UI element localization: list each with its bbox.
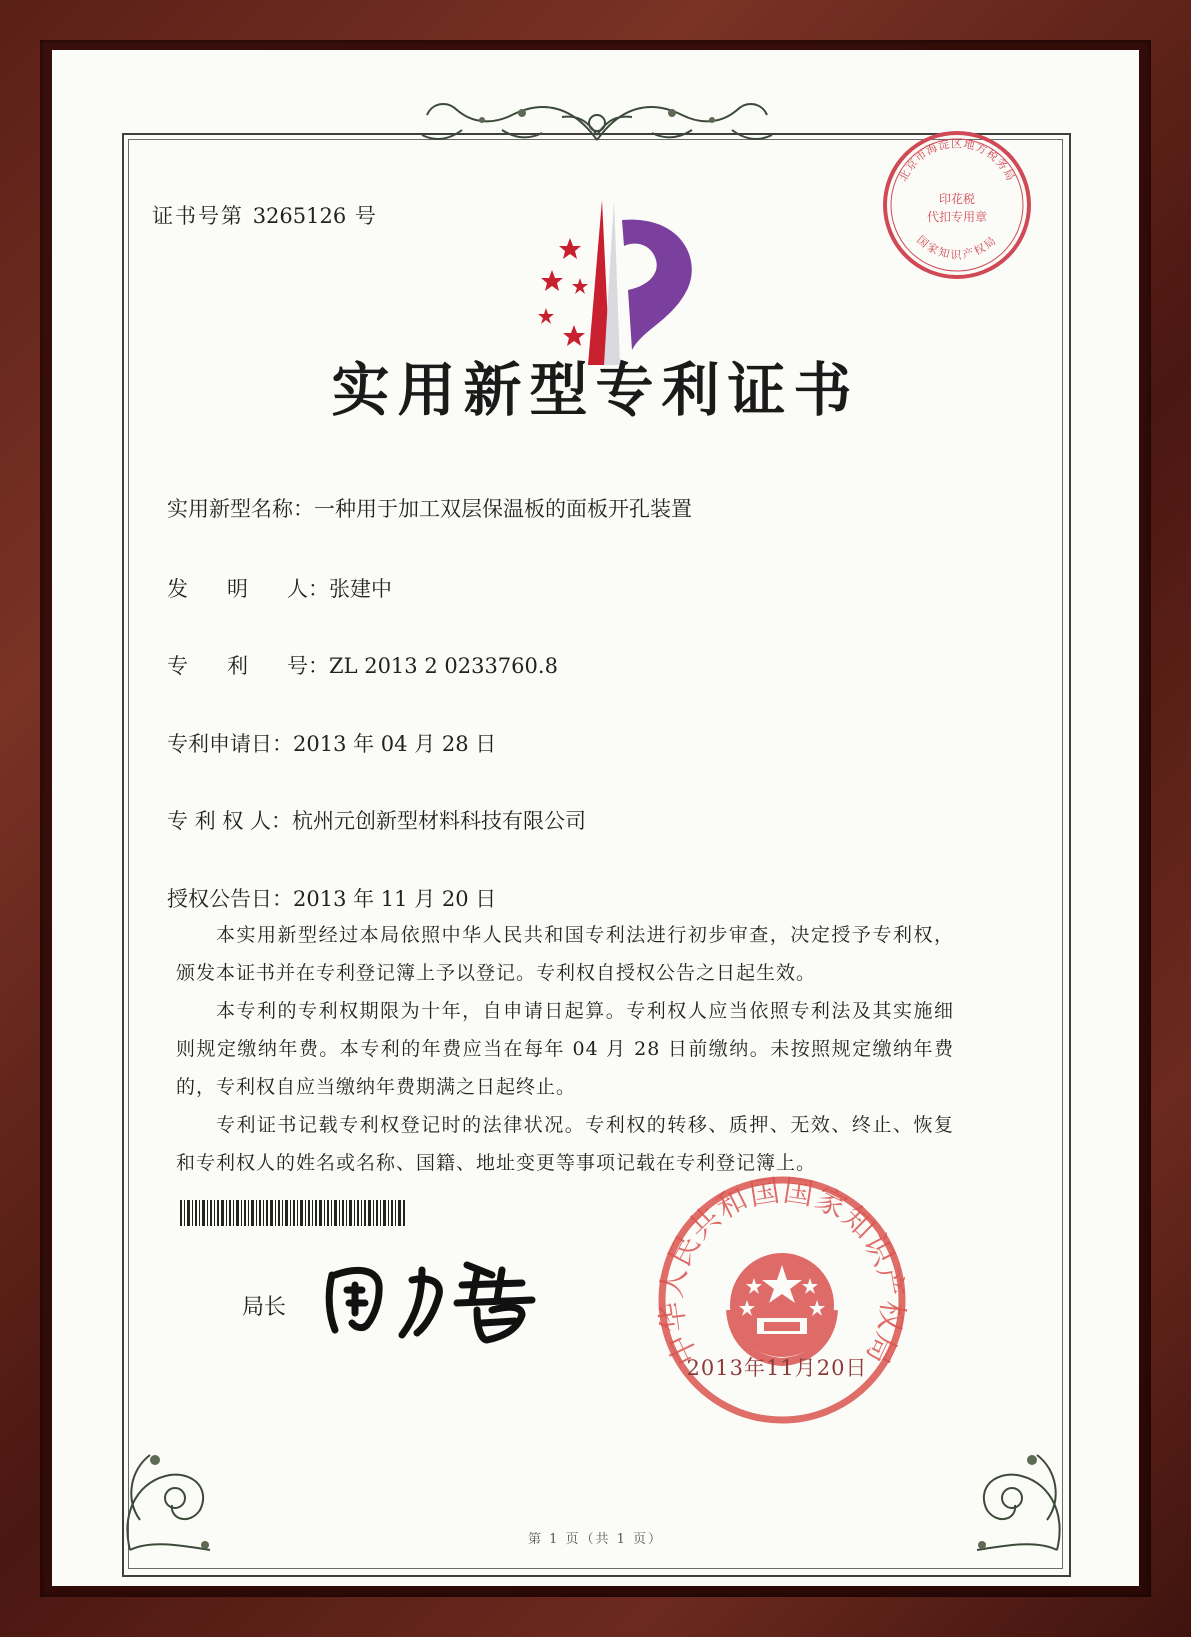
inventor-row: [167, 573, 392, 603]
national-ip-office-seal-icon: [652, 1170, 912, 1430]
inventor-label-char-3: 人：: [287, 577, 329, 601]
utility-model-name-value: 一种用于加工双层保温板的面板开孔装置: [314, 497, 692, 521]
top-ornament-icon: [402, 85, 792, 155]
seal-date: 2013年11月20日: [686, 1356, 868, 1380]
grant-date-value: 2013 年 11 月 20 日: [293, 887, 497, 911]
director-label: 局长: [242, 1295, 287, 1320]
page-indicator: 第 1 页（共 1 页）: [527, 1532, 664, 1547]
inventor-label-char-2: 明: [227, 577, 248, 601]
patent-number-label-char-1: 专: [167, 654, 188, 678]
body-paragraph-3: 专利证书记载专利权登记时的法律状况。专利权的转移、质押、无效、终止、恢复和专利权人的姓名或名称、国籍、地址变更等事项记载在专利登记簿上。: [176, 1114, 954, 1174]
patentee-label: 专 利 权 人：: [167, 809, 293, 833]
tax-stamp-line1: 印花税: [938, 192, 976, 206]
patent-number-value: ZL 2013 2 0233760.8: [329, 654, 558, 678]
filing-date-label: 专利申请日：: [167, 732, 293, 756]
svg-text:北京市海淀区地方税务局: [896, 136, 1017, 183]
grant-date-label: 授权公告日：: [167, 887, 293, 911]
certificate-number-label: 证书号第: [152, 204, 244, 228]
tax-stamp-bottom-text: 国家知识产权局: [914, 233, 1000, 262]
utility-model-name-row: [167, 493, 692, 523]
certificate-paper: [52, 50, 1139, 1586]
inventor-value: 张建中: [329, 577, 392, 601]
certificate-number-suffix: 号: [354, 204, 378, 228]
seal-ring-text: 中华人民共和国国家知识产权局: [654, 1173, 910, 1371]
tax-stamp-line2: 代扣专用章: [926, 210, 988, 224]
grant-date-row: [167, 883, 496, 913]
patent-number-label-char-2: 利: [227, 654, 248, 678]
certificate-title: 实用新型专利证书: [331, 356, 860, 424]
tax-stamp-seal-icon: [877, 125, 1037, 285]
body-paragraph-1: 本实用新型经过本局依照中华人民共和国专利法进行初步审查，决定授予专利权，颁发本证书并在专利登记簿上予以登记。专利权自授权公告之日起生效。: [176, 924, 954, 984]
patentee-value: 杭州元创新型材料科技有限公司: [292, 809, 587, 833]
inventor-label-char-1: 发: [167, 577, 188, 601]
patent-number-row: [167, 650, 558, 680]
body-paragraph-2: 本专利的专利权期限为十年，自申请日起算。专利权人应当依照专利法及其实施细则规定缴纳年费。本专利的年费应当在每年 04 月 28 日前缴纳。未按照规定缴纳年费的，专利权自应当缴纳年费期满之日起终止。: [176, 1000, 954, 1098]
svg-text:国家知识产权局: [914, 233, 1000, 261]
utility-model-name-label: 实用新型名称：: [167, 497, 314, 521]
filing-date-value: 2013 年 04 月 28 日: [293, 732, 497, 756]
patent-number-label-char-3: 号：: [287, 654, 329, 678]
director-signature-icon: [317, 1245, 567, 1345]
barcode-icon: [180, 1200, 405, 1226]
tax-stamp-ring-text: 北京市海淀区地方税务局: [896, 137, 1018, 184]
certificate-number: [152, 200, 378, 230]
filing-date-row: [167, 728, 496, 758]
certificate-number-value: 3265126: [252, 204, 347, 228]
patentee-row: [167, 805, 586, 835]
